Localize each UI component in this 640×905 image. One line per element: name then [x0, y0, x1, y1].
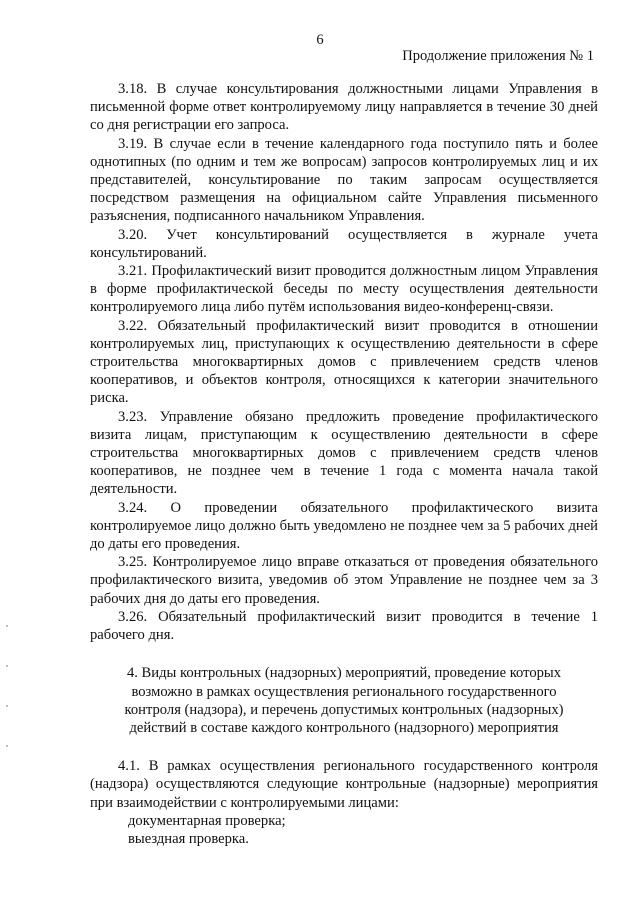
paragraph-3-18: 3.18. В случае консультирования должностными лицами Управления в письменной форме ответ контролируемому лицу направляется в течение 30 дней со дня регистрации его запроса.	[90, 81, 598, 134]
paragraph-3-22: 3.22. Обязательный профилактический визит проводится в отношении контролируемых лиц, приступающих к осуществлению деятельности в сфере строительства многоквартирных домов с привлечением средств членов кооперативов, и объектов контроля, относящихся к категории значительного риска.	[90, 317, 598, 407]
paragraph-3-25: 3.25. Контролируемое лицо вправе отказаться от проведения обязательного профилактического визита, уведомив об этом Управление не позднее чем за 3 рабочих дня до даты его проведения.	[90, 554, 598, 607]
section-heading: 4. Виды контрольных (надзорных) мероприятий, проведение которых возможно в рамках осуществления регионального государственного контроля (надзора), и перечень допустимых контрольных (надзорных) действий в составе каждого контрольного (надзорного) мероприятия	[124, 665, 564, 736]
paragraph-3-19: 3.19. В случае если в течение календарного года поступило пять и более однотипных (по одним и тем же вопросам) запросов контролируемых лиц и их представителей, консультирование по таким запросам осуществляется посредством размещения на официальном сайте Управления письменного разъяснения, подписанного начальником Управления.	[90, 135, 598, 225]
list-item-onsite-inspection: выездная проверка.	[128, 830, 249, 847]
list-item-documentary-inspection: документарная проверка;	[128, 812, 286, 829]
margin-scan-marks	[6, 625, 10, 805]
paragraph-3-24: 3.24. О проведении обязательного профилактического визита контролируемое лицо должно быть уведомлено не позднее чем за 5 рабочих дней до даты его проведения.	[90, 499, 598, 553]
paragraph-3-20: 3.20. Учет консультирований осуществляется в журнале учета консультирований.	[90, 226, 598, 261]
appendix-reference: Продолжение приложения № 1	[402, 48, 594, 64]
paragraph-3-26: 3.26. Обязательный профилактический визит проводится в течение 1 рабочего дня.	[90, 608, 598, 644]
page-number: 6	[316, 32, 324, 48]
paragraph-3-23: 3.23. Управление обязано предложить проведение профилактического визита лицам, приступающим к осуществлению деятельности в сфере строительства многоквартирных домов с привлечением средств членов кооперативов, не позднее чем в течение 1 года с момента начала такой деятельности.	[90, 408, 598, 498]
document-body	[90, 80, 598, 848]
paragraph-3-21: 3.21. Профилактический визит проводится должностным лицом Управления в форме профилактической беседы по месту осуществления деятельности контролируемого лица либо путём использования видео-конференц-связи.	[90, 263, 598, 316]
paragraph-4-1: 4.1. В рамках осуществления регионального государственного контроля (надзора) осуществляются следующие контрольные (надзорные) мероприятия при взаимодействии с контролируемыми лицами:	[90, 758, 598, 811]
